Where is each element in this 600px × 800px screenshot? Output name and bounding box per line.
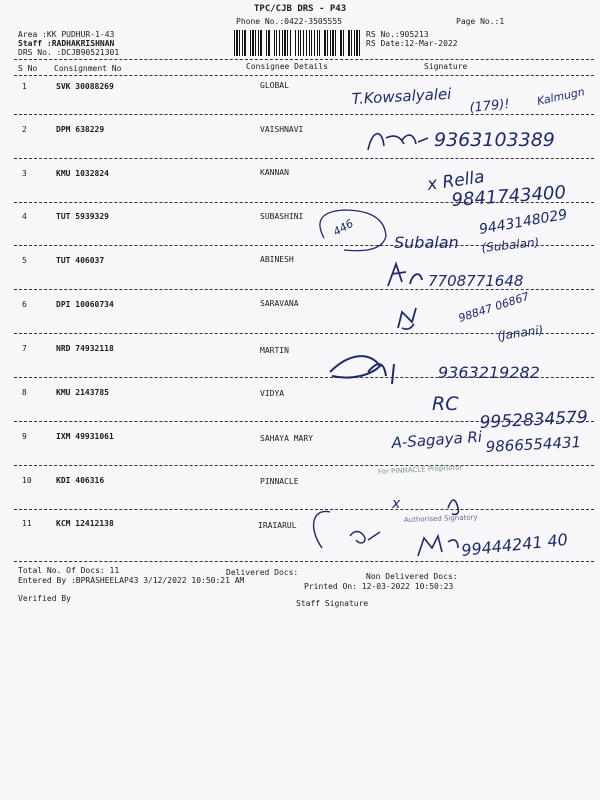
row-consignment: DPM 638229 xyxy=(56,125,105,134)
row-consignment: KDI 406316 xyxy=(56,476,105,485)
row-consignee: PINNACLE xyxy=(260,477,299,486)
area-label: Area :KK PUDHUR-1-43 xyxy=(18,30,115,39)
svg-text:9841743400: 9841743400 xyxy=(450,182,567,211)
phone-number: Phone No.:0422-3505555 xyxy=(236,17,342,26)
printed-on: Printed On: 12-03-2022 10:50:23 xyxy=(304,582,454,591)
row-sno: 5 xyxy=(22,256,27,265)
row-consignee: MARTIN xyxy=(260,346,289,355)
row-sno: 9 xyxy=(22,432,27,441)
row-consignment: TUT 406037 xyxy=(56,256,105,265)
row-consignee: IRAIARUL xyxy=(258,521,297,530)
row-sno: 8 xyxy=(22,388,27,397)
row-sno: 3 xyxy=(22,169,27,178)
row-consignee: GLOBAL xyxy=(260,81,289,90)
row-sno: 1 xyxy=(22,82,27,91)
page-number: Page No.:1 xyxy=(456,17,505,26)
non-delivered-docs: Non Delivered Docs: xyxy=(366,572,458,581)
staff-signature: Staff Signature xyxy=(296,599,369,608)
svg-text:(Janani): (Janani) xyxy=(496,322,545,343)
row-sno: 2 xyxy=(22,125,27,134)
rs-date: RS Date:12-Mar-2022 xyxy=(366,39,458,48)
column-header-signature: Signature xyxy=(424,62,468,71)
row-consignment: IXM 49931061 xyxy=(56,432,114,441)
svg-text:98847 06867: 98847 06867 xyxy=(456,289,531,325)
row-sno: 11 xyxy=(22,519,32,528)
row-consignment: NRD 74932118 xyxy=(56,344,114,353)
svg-text:99444241 40: 99444241 40 xyxy=(460,529,569,560)
svg-text:RC: RC xyxy=(432,393,459,415)
column-header-consignment: Consignment No xyxy=(54,64,122,73)
svg-text:9866554431: 9866554431 xyxy=(485,433,582,456)
svg-text:7708771648: 7708771648 xyxy=(428,272,524,290)
svg-text:9363103389: 9363103389 xyxy=(434,129,555,151)
svg-text:446: 446 xyxy=(331,216,356,239)
row-sno: 7 xyxy=(22,344,27,353)
column-header-sno: S No xyxy=(18,64,38,73)
svg-text:x Rella: x Rella xyxy=(425,167,486,195)
row-sno: 4 xyxy=(22,212,27,221)
row-sno: 6 xyxy=(22,300,27,309)
verified-by: Verified By xyxy=(18,594,71,603)
row-consignment: KMU 2143785 xyxy=(56,388,109,397)
document-title: TPC/CJB DRS - P43 xyxy=(254,4,347,14)
column-header-consignee: Consignee Details xyxy=(246,62,328,71)
row-consignee: ABINESH xyxy=(260,255,294,264)
row-consignee: SUBASHINI xyxy=(260,212,304,221)
row-consignee: SAHAYA MARY xyxy=(260,434,313,443)
staff-label: Staff :RADHAKRISHNAN xyxy=(18,39,115,48)
svg-text:Subalan: Subalan xyxy=(394,233,459,252)
svg-text:T.Kowsalyalei: T.Kowsalyalei xyxy=(351,84,452,108)
svg-text:9363219282: 9363219282 xyxy=(438,363,540,382)
delivered-docs: Delivered Docs: xyxy=(226,568,299,577)
row-consignee: VAISHNAVI xyxy=(260,125,304,134)
row-consignment: TUT 5939329 xyxy=(56,212,109,221)
row-sno: 10 xyxy=(22,476,32,485)
svg-text:x: x xyxy=(392,496,401,512)
row-consignment: DPI 10060734 xyxy=(56,300,114,309)
row-consignment: SVK 30088269 xyxy=(56,82,114,91)
row-consignee: VIDYA xyxy=(260,389,285,398)
total-docs: Total No. Of Docs: 11 xyxy=(18,566,120,575)
drs-number: DRS No. :DCJB90521301 xyxy=(18,48,120,57)
svg-text:Kalmugn: Kalmugn xyxy=(535,85,586,108)
rs-number: RS No.:905213 xyxy=(366,30,429,39)
row-consignee: SARAVANA xyxy=(260,299,299,308)
svg-text:For PINNACLE Proprietor: For PINNACLE Proprietor xyxy=(377,463,463,476)
row-consignment: KCM 12412138 xyxy=(56,519,114,528)
row-consignee: KANNAN xyxy=(260,168,289,177)
svg-text:A-Sagaya Ri: A-Sagaya Ri xyxy=(391,427,483,452)
entered-by: Entered By :BPRASHEELAP43 3/12/2022 10:50:21 AM xyxy=(18,576,245,585)
row-consignment: KMU 1032824 xyxy=(56,169,109,178)
svg-text:9443148029: 9443148029 xyxy=(477,206,569,238)
svg-text:9952834579: 9952834579 xyxy=(479,407,589,433)
svg-text:Authorised Signatory: Authorised Signatory xyxy=(403,513,478,524)
svg-text:(Subalan): (Subalan) xyxy=(480,235,540,255)
svg-text:(179)!: (179)! xyxy=(468,96,511,116)
